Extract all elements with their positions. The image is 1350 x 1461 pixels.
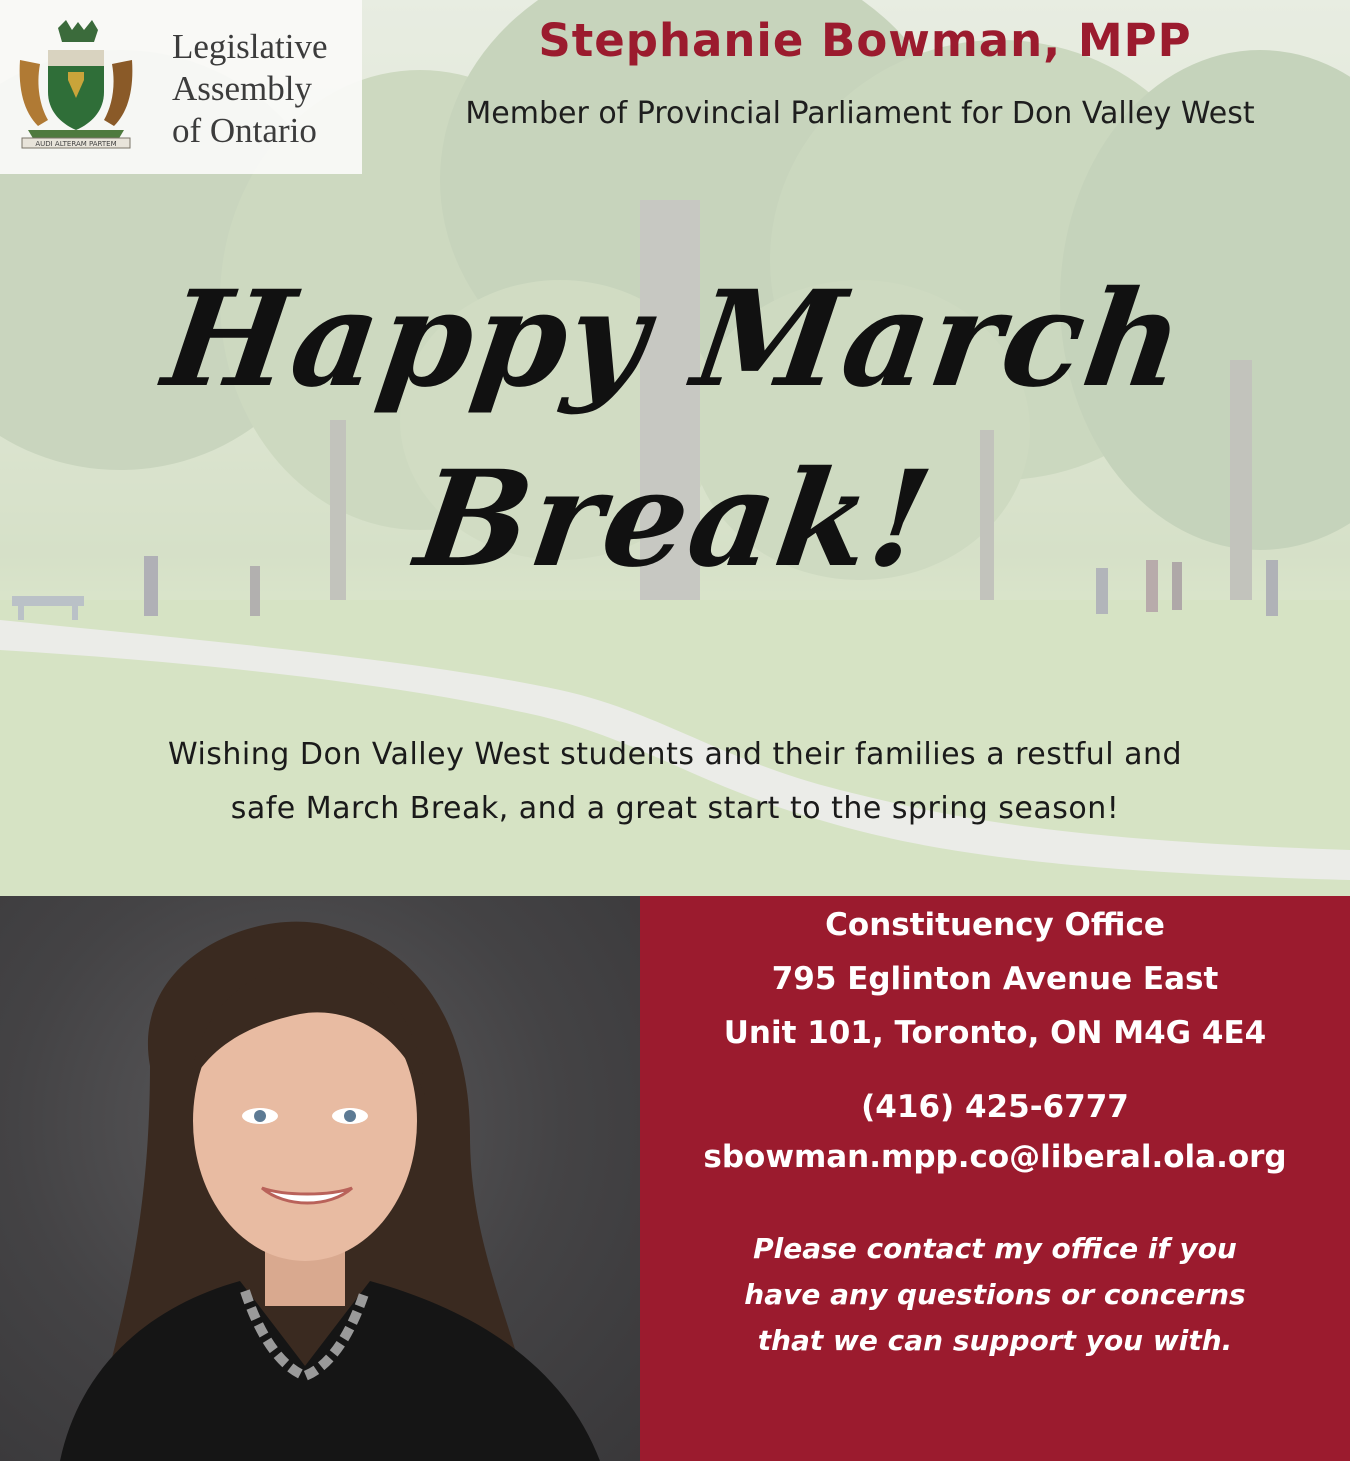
legislative-crest-icon xyxy=(14,20,138,150)
contact-note xyxy=(640,1226,1350,1364)
mpp-name-heading: Stephanie Bowman, MPP xyxy=(538,14,1192,67)
office-unit-city: Unit 101, Toronto, ON M4G 4E4 xyxy=(723,1015,1267,1051)
contact-note-line-1: Please contact my office if you xyxy=(753,1232,1237,1265)
logo-wordmark xyxy=(172,26,357,152)
headline-line-1: Happy March xyxy=(155,262,1195,417)
headline-line-2: Break! xyxy=(408,442,942,597)
contact-note-line-3: that we can support you with. xyxy=(757,1324,1233,1357)
mpp-portrait-photo xyxy=(0,896,640,1461)
greeting-headline xyxy=(0,240,1350,600)
portrait-illustration xyxy=(0,896,640,1461)
office-email: sbowman.mpp.co@liberal.ola.org xyxy=(703,1139,1287,1175)
mpp-role-subtitle: Member of Provincial Parliament for Don Valley West xyxy=(465,96,1255,131)
office-phone: (416) 425-6777 xyxy=(861,1089,1129,1125)
greeting-message: Wishing Don Valley West students and their families a restful and safe March Break, and a great start to the spring season! xyxy=(167,737,1183,826)
legislative-assembly-logo xyxy=(0,0,362,174)
constituency-contact-panel xyxy=(640,896,1350,1461)
crest-motto: AUDI ALTERAM PARTEM xyxy=(35,140,117,148)
office-street: 795 Eglinton Avenue East xyxy=(771,961,1219,997)
office-reach xyxy=(640,1082,1350,1182)
contact-note-line-2: have any questions or concerns xyxy=(744,1278,1246,1311)
office-title: Constituency Office xyxy=(825,907,1165,943)
logo-line-2: Assembly xyxy=(172,69,312,108)
logo-line-3: of Ontario xyxy=(172,111,317,150)
logo-line-1: Legislative xyxy=(172,27,328,66)
office-address xyxy=(640,898,1350,1060)
